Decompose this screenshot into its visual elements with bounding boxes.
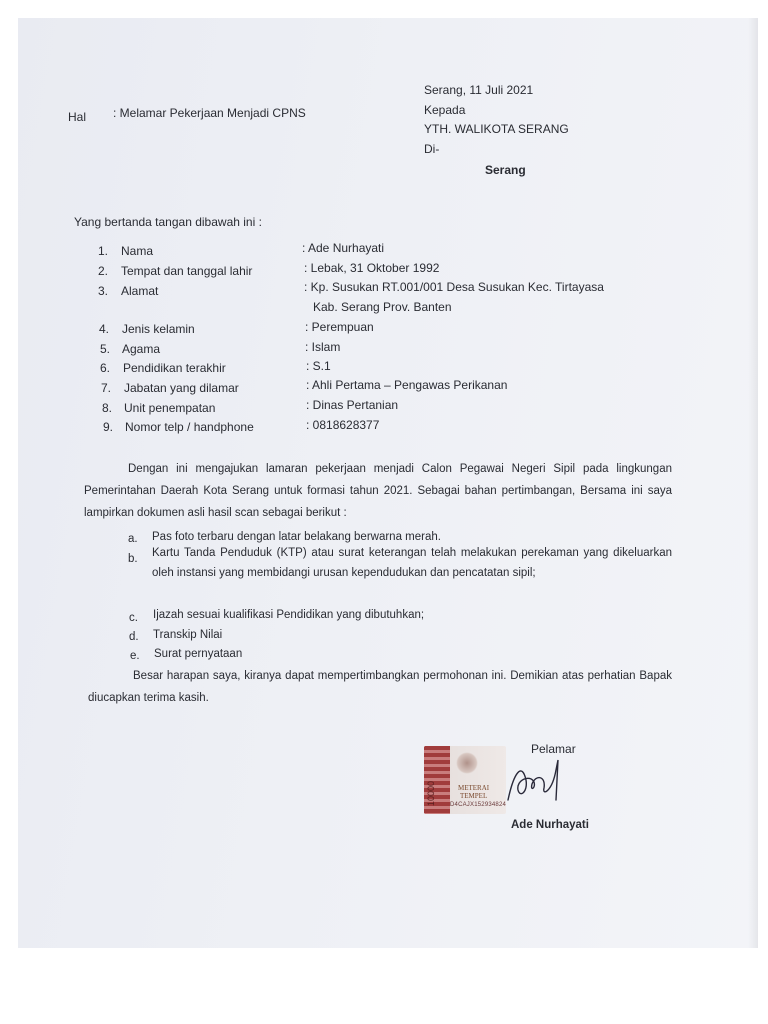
handwritten-signature — [500, 752, 575, 812]
stamp-label-2: TEMPEL — [460, 792, 488, 800]
field-number: 5. — [100, 342, 111, 356]
field-value: : Dinas Pertanian — [306, 398, 399, 412]
meterai-stamp — [424, 746, 506, 814]
attachment-item: Pas foto terbaru dengan latar belakang berwarna merah. — [152, 531, 441, 543]
field-label: Tempat dan tanggal lahir — [121, 264, 253, 278]
field-number: 2. — [98, 264, 109, 278]
body-paragraph: Dengan ini mengajukan lamaran pekerjaan menjadi Calon Pegawai Negeri Sipil pada lingkungan Pemerintahan Daerah Kota Serang untuk formasi tahun 2021. Sebagai bahan pertimbangan, Bersama ini saya lampirkan dokumen asli hasil scan sebagai berikut : — [84, 463, 672, 519]
attachment-letter: b. — [128, 553, 138, 565]
attachment-item: Kartu Tanda Penduduk (KTP) atau surat keterangan telah melakukan perekaman yang dikeluarkan oleh instansi yang membidangi urusan kependudukan dan pencatatan sipil; — [152, 547, 672, 579]
pelamar-label: Pelamar — [531, 742, 576, 756]
field-value: : Perempuan — [305, 320, 374, 334]
paper-edge-shadow — [748, 18, 758, 948]
field-value-continued: Kab. Serang Prov. Banten — [313, 300, 452, 314]
attachment-letter: c. — [129, 612, 138, 624]
field-label: Jenis kelamin — [122, 322, 195, 336]
hal-label: Hal — [68, 110, 87, 124]
hal-value: : Melamar Pekerjaan Menjadi CPNS — [113, 106, 306, 120]
attachment-item: Ijazah sesuai kualifikasi Pendidikan yang dibutuhkan; — [153, 609, 425, 621]
field-label: Unit penempatan — [124, 401, 216, 415]
field-label: Alamat — [121, 284, 159, 298]
closing-paragraph: Besar harapan saya, kiranya dapat mempertimbangkan permohonan ini. Demikian atas perhatian Bapak diucapkan terima kasih. — [88, 670, 672, 704]
field-number: 9. — [103, 420, 114, 434]
field-value: : Ahli Pertama – Pengawas Perikanan — [306, 378, 508, 392]
field-number: 1. — [98, 244, 109, 258]
intro-line: Yang bertanda tangan dibawah ini : — [74, 215, 262, 229]
field-value: : S.1 — [306, 359, 331, 373]
attachment-item: Transkip Nilai — [153, 629, 223, 641]
field-label: Jabatan yang dilamar — [124, 381, 239, 395]
field-value: : 0818628377 — [306, 418, 380, 432]
garuda-emblem-icon — [456, 752, 478, 774]
stamp-amount: 10000 — [426, 780, 436, 806]
attachment-letter: a. — [128, 533, 138, 545]
recipient-city: Serang — [485, 163, 526, 177]
attachment-letter: e. — [130, 650, 140, 662]
stamp-label-1: METERAI — [458, 784, 490, 792]
stamp-code: D4CAJX152934824 — [450, 802, 506, 808]
field-label: Agama — [122, 342, 161, 356]
field-number: 4. — [99, 322, 110, 336]
field-number: 6. — [100, 361, 111, 375]
field-label: Pendidikan terakhir — [123, 361, 226, 375]
place-date: Serang, 11 Juli 2021 — [424, 83, 534, 97]
signer-name: Ade Nurhayati — [511, 819, 589, 831]
field-number: 7. — [101, 381, 112, 395]
di-label: Di- — [424, 142, 440, 156]
field-value: : Ade Nurhayati — [302, 241, 385, 255]
recipient: YTH. WALIKOTA SERANG — [424, 122, 569, 136]
field-value: : Islam — [305, 340, 341, 354]
field-number: 8. — [102, 401, 113, 415]
field-number: 3. — [98, 284, 109, 298]
field-value: : Lebak, 31 Oktober 1992 — [304, 261, 440, 275]
attachment-letter: d. — [129, 631, 139, 643]
field-label: Nomor telp / handphone — [125, 420, 254, 434]
field-label: Nama — [121, 244, 154, 258]
attachment-item: Surat pernyataan — [154, 648, 243, 660]
field-value: : Kp. Susukan RT.001/001 Desa Susukan Kec. Tirtayasa — [304, 280, 604, 294]
kepada-label: Kepada — [424, 103, 466, 117]
